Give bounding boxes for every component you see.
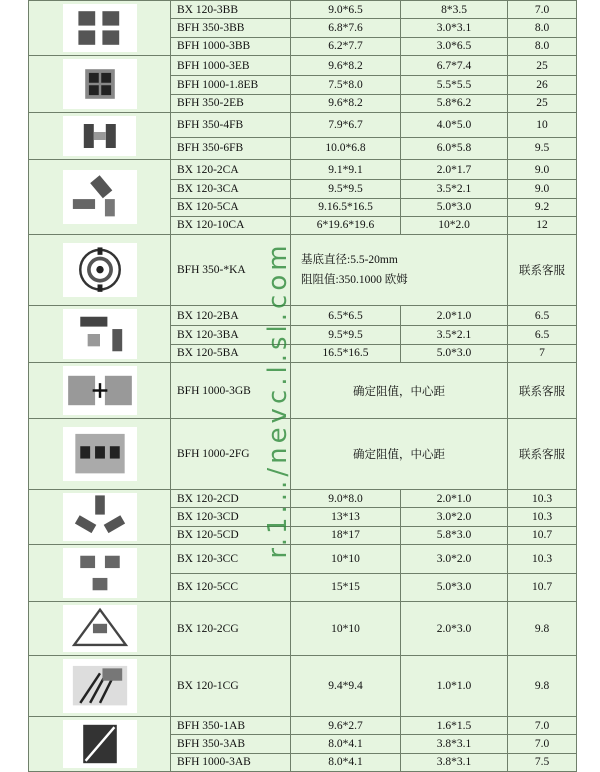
model-cell: BFH 1000-3EB: [171, 56, 291, 76]
fb-gauge-icon: [63, 116, 137, 156]
table-row: [29, 113, 577, 138]
grid-size-cell: 5.0*3.0: [401, 344, 508, 362]
grid-size-cell: 2.0*1.0: [401, 306, 508, 326]
value-cell: 联系客服: [508, 363, 577, 419]
model-cell: BFH 350-2EB: [171, 94, 291, 112]
grid-size-cell: 3.0*6.5: [401, 37, 508, 55]
value-cell: 7.0: [508, 735, 577, 753]
model-cell: BX 120-3CD: [171, 508, 291, 526]
size-cell: 9.1*9.1: [291, 160, 401, 180]
size-cell: 10.0*6.8: [291, 137, 401, 159]
gb-gauge-icon: [63, 366, 137, 415]
model-cell: BX 120-2CD: [171, 490, 291, 508]
gauge-image-cell: [29, 160, 171, 235]
table-row: [29, 602, 577, 656]
table-row: [29, 235, 577, 306]
size-cell: 13*13: [291, 508, 401, 526]
fg-gauge-icon: [63, 427, 137, 480]
1cg-gauge-icon: [63, 659, 137, 712]
size-cell: 7.5*8.0: [291, 76, 401, 94]
size-cell: 8.0*4.1: [291, 735, 401, 753]
value-cell: 10.3: [508, 545, 577, 574]
cg-gauge-icon: [63, 605, 137, 652]
gauge-image-cell: [29, 56, 171, 113]
value-cell: 8.0: [508, 19, 577, 37]
size-cell: 8.0*4.1: [291, 753, 401, 771]
note-cell: 确定阻值，中心距: [291, 363, 508, 419]
grid-size-cell: 1.6*1.5: [401, 717, 508, 735]
eb-gauge-icon: [63, 59, 137, 109]
table-row: [29, 545, 577, 574]
strain-gauge-table: [28, 0, 577, 772]
table-row: [29, 717, 577, 735]
table-row: [29, 1, 577, 19]
gauge-image-cell: [29, 656, 171, 717]
model-cell: BX 120-5CD: [171, 526, 291, 544]
model-cell: BFH 1000-2FG: [171, 419, 291, 490]
size-cell: 9.5*9.5: [291, 326, 401, 344]
model-cell: BFH 1000-3GB: [171, 363, 291, 419]
value-cell: 10.3: [508, 508, 577, 526]
model-cell: BFH 350-1AB: [171, 717, 291, 735]
value-cell: 9.2: [508, 198, 577, 216]
table-row: [29, 656, 577, 717]
gauge-image-cell: [29, 545, 171, 602]
table-row: [29, 363, 577, 419]
value-cell: 6.5: [508, 326, 577, 344]
value-cell: 7.5: [508, 753, 577, 771]
value-cell: 10.7: [508, 573, 577, 602]
model-cell: BFH 350-3AB: [171, 735, 291, 753]
gauge-image-cell: [29, 235, 171, 306]
model-cell: BX 120-3BB: [171, 1, 291, 19]
model-cell: BX 120-5CC: [171, 573, 291, 602]
spec-range-cell: [291, 235, 508, 306]
value-cell: 10.7: [508, 526, 577, 544]
model-cell: BFH 350-4FB: [171, 113, 291, 138]
value-cell: 联系客服: [508, 419, 577, 490]
gauge-image-cell: [29, 602, 171, 656]
size-cell: 9.6*8.2: [291, 94, 401, 112]
table-row: [29, 419, 577, 490]
base-diameter-text: 基底直径:5.5-20mm: [301, 254, 398, 266]
value-cell: 25: [508, 94, 577, 112]
size-cell: 9.0*6.5: [291, 1, 401, 19]
grid-size-cell: 3.8*3.1: [401, 735, 508, 753]
model-cell: BFH 1000-1.8EB: [171, 76, 291, 94]
grid-size-cell: 3.0*2.0: [401, 508, 508, 526]
model-cell: BX 120-5CA: [171, 198, 291, 216]
size-cell: 6*19.6*19.6: [291, 216, 401, 234]
value-cell: 9.5: [508, 137, 577, 159]
model-cell: BX 120-3BA: [171, 326, 291, 344]
size-cell: 9.0*8.0: [291, 490, 401, 508]
gauge-image-cell: [29, 1, 171, 56]
model-cell: BFH 350-3BB: [171, 19, 291, 37]
size-cell: 9.6*2.7: [291, 717, 401, 735]
model-cell: BFH 1000-3BB: [171, 37, 291, 55]
table-body: [29, 1, 577, 772]
grid-size-cell: 3.5*2.1: [401, 180, 508, 198]
value-cell: 7: [508, 344, 577, 362]
grid-size-cell: 5.5*5.5: [401, 76, 508, 94]
size-cell: 10*10: [291, 602, 401, 656]
grid-size-cell: 2.0*1.0: [401, 490, 508, 508]
model-cell: BX 120-3CC: [171, 545, 291, 574]
value-cell: 7.0: [508, 717, 577, 735]
grid-size-cell: 1.0*1.0: [401, 656, 508, 717]
size-cell: 9.4*9.4: [291, 656, 401, 717]
grid-size-cell: 2.0*3.0: [401, 602, 508, 656]
gauge-image-cell: [29, 113, 171, 160]
value-cell: 9.0: [508, 180, 577, 198]
model-cell: BFH 1000-3AB: [171, 753, 291, 771]
grid-size-cell: 3.8*3.1: [401, 753, 508, 771]
value-cell: 9.0: [508, 160, 577, 180]
grid-size-cell: 10*2.0: [401, 216, 508, 234]
watermark-text: r.1.../nevc.l.sl.com: [263, 241, 293, 559]
size-cell: 18*17: [291, 526, 401, 544]
size-cell: 15*15: [291, 573, 401, 602]
grid-size-cell: 4.0*5.0: [401, 113, 508, 138]
value-cell: 10: [508, 113, 577, 138]
size-cell: 6.2*7.7: [291, 37, 401, 55]
size-cell: 6.8*7.6: [291, 19, 401, 37]
grid-size-cell: 6.0*5.8: [401, 137, 508, 159]
gauge-image-cell: [29, 306, 171, 363]
grid-size-cell: 5.8*6.2: [401, 94, 508, 112]
value-cell: 12: [508, 216, 577, 234]
value-cell: 25: [508, 56, 577, 76]
size-cell: 7.9*6.7: [291, 113, 401, 138]
resistance-text: 阻阻值:350.1000 欧姆: [301, 274, 408, 286]
grid-size-cell: 5.8*3.0: [401, 526, 508, 544]
value-cell: 26: [508, 76, 577, 94]
gauge-image-cell: [29, 717, 171, 772]
value-cell: 6.5: [508, 306, 577, 326]
table-row: [29, 160, 577, 180]
grid-size-cell: 3.0*2.0: [401, 545, 508, 574]
ca-gauge-icon: [63, 170, 137, 223]
value-cell: 8.0: [508, 37, 577, 55]
grid-size-cell: 3.5*2.1: [401, 326, 508, 344]
bb-gauge-icon: [63, 4, 137, 52]
table-row: [29, 56, 577, 76]
model-cell: BX 120-2CG: [171, 602, 291, 656]
model-cell: BFH 350-6FB: [171, 137, 291, 159]
size-cell: 6.5*6.5: [291, 306, 401, 326]
value-cell: 9.8: [508, 602, 577, 656]
grid-size-cell: 6.7*7.4: [401, 56, 508, 76]
size-cell: 9.5*9.5: [291, 180, 401, 198]
cd-gauge-icon: [63, 493, 137, 541]
model-cell: BX 120-3CA: [171, 180, 291, 198]
grid-size-cell: 3.0*3.1: [401, 19, 508, 37]
size-cell: 10*10: [291, 545, 401, 574]
note-cell: 确定阻值，中心距: [291, 419, 508, 490]
gauge-image-cell: [29, 419, 171, 490]
value-cell: 7.0: [508, 1, 577, 19]
gauge-image-cell: [29, 363, 171, 419]
model-cell: BX 120-1CG: [171, 656, 291, 717]
model-cell: BX 120-2BA: [171, 306, 291, 326]
grid-size-cell: 5.0*3.0: [401, 198, 508, 216]
value-cell: 10.3: [508, 490, 577, 508]
model-cell: BX 120-10CA: [171, 216, 291, 234]
size-cell: 16.5*16.5: [291, 344, 401, 362]
model-cell: BX 120-2CA: [171, 160, 291, 180]
ba-gauge-icon: [63, 309, 137, 359]
table-row: [29, 306, 577, 326]
grid-size-cell: 5.0*3.0: [401, 573, 508, 602]
table-row: [29, 490, 577, 508]
model-cell: BFH 350-*KA: [171, 235, 291, 306]
ab-gauge-icon: [63, 720, 137, 768]
value-cell: 联系客服: [508, 235, 577, 306]
size-cell: 9.16.5*16.5: [291, 198, 401, 216]
gauge-image-cell: [29, 490, 171, 545]
grid-size-cell: 8*3.5: [401, 1, 508, 19]
ka-gauge-icon: [63, 243, 137, 296]
value-cell: 9.8: [508, 656, 577, 717]
size-cell: 9.6*8.2: [291, 56, 401, 76]
cc-gauge-icon: [63, 548, 137, 598]
model-cell: BX 120-5BA: [171, 344, 291, 362]
grid-size-cell: 2.0*1.7: [401, 160, 508, 180]
